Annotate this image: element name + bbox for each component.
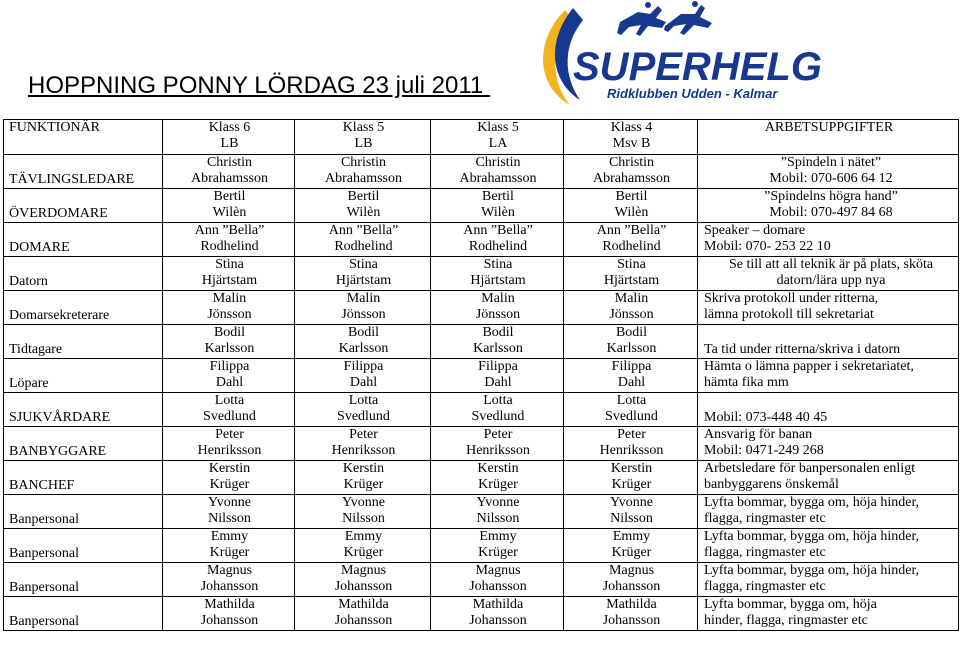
table-row (4, 291, 959, 325)
official-name-cell: Stina Hjärtstam (564, 257, 698, 291)
role-cell: Banpersonal (4, 529, 163, 563)
table-row (4, 495, 959, 529)
official-name-cell: Malin Jönsson (295, 291, 431, 325)
official-name-cell: Bodil Karlsson (431, 325, 564, 359)
official-name-cell: Ann ”Bella” Rodhelind (564, 223, 698, 257)
official-name-cell: Christin Abrahamsson (163, 155, 295, 189)
official-name-cell: Emmy Krüger (564, 529, 698, 563)
task-cell: ”Spindelns högra hand” Mobil: 070-497 84 68 (698, 189, 959, 223)
official-name-cell: Mathilda Johansson (295, 597, 431, 631)
table-row (4, 461, 959, 495)
superhelg-logo (525, 0, 822, 115)
task-cell: Lyfta bommar, bygga om, höja hinder, flagga, ringmaster etc (698, 597, 959, 631)
official-name-cell: Filippa Dahl (564, 359, 698, 393)
table-header-row (4, 120, 959, 155)
horse-riders-icon (617, 1, 712, 36)
role-cell: Banpersonal (4, 563, 163, 597)
table-row (4, 427, 959, 461)
official-name-cell: Peter Henriksson (564, 427, 698, 461)
official-name-cell: Bodil Karlsson (295, 325, 431, 359)
official-name-cell: Ann ”Bella” Rodhelind (295, 223, 431, 257)
task-cell: Skriva protokoll under ritterna, lämna protokoll till sekretariat (698, 291, 959, 325)
task-cell: ”Spindeln i nätet” Mobil: 070-606 64 12 (698, 155, 959, 189)
official-name-cell: Ann ”Bella” Rodhelind (163, 223, 295, 257)
official-name-cell: Kerstin Krüger (163, 461, 295, 495)
header-tasks: ARBETSUPPGIFTER (698, 120, 959, 155)
official-name-cell: Yvonne Nilsson (295, 495, 431, 529)
role-cell: DOMARE (4, 223, 163, 257)
header-class: Klass 5 LB (295, 120, 431, 155)
role-cell: SJUKVÅRDARE (4, 393, 163, 427)
official-name-cell: Mathilda Johansson (163, 597, 295, 631)
role-cell: Banpersonal (4, 597, 163, 631)
table-row (4, 189, 959, 223)
header-class: Klass 5 LA (431, 120, 564, 155)
official-name-cell: Kerstin Krüger (431, 461, 564, 495)
role-cell: Tidtagare (4, 325, 163, 359)
official-name-cell: Bodil Karlsson (564, 325, 698, 359)
official-name-cell: Peter Henriksson (163, 427, 295, 461)
task-cell: Mobil: 073-448 40 45 (698, 393, 959, 427)
official-name-cell: Lotta Svedlund (431, 393, 564, 427)
task-cell: Hämta o lämna papper i sekretariatet, hämta fika mm (698, 359, 959, 393)
table-row (4, 563, 959, 597)
official-name-cell: Kerstin Krüger (295, 461, 431, 495)
official-name-cell: Emmy Krüger (295, 529, 431, 563)
official-name-cell: Emmy Krüger (431, 529, 564, 563)
official-name-cell: Mathilda Johansson (431, 597, 564, 631)
official-name-cell: Bertil Wilèn (163, 189, 295, 223)
role-cell: Domarsekreterare (4, 291, 163, 325)
page-title: HOPPNING PONNY LÖRDAG 23 juli 2011 (28, 72, 490, 99)
table-row (4, 223, 959, 257)
official-name-cell: Bodil Karlsson (163, 325, 295, 359)
table-row (4, 325, 959, 359)
table-row (4, 359, 959, 393)
official-name-cell: Lotta Svedlund (163, 393, 295, 427)
official-name-cell: Magnus Johansson (163, 563, 295, 597)
official-name-cell: Malin Jönsson (564, 291, 698, 325)
header-class: Klass 4 Msv B (564, 120, 698, 155)
task-cell: Ta tid under ritterna/skriva i datorn (698, 325, 959, 359)
table-row (4, 257, 959, 291)
official-name-cell: Yvonne Nilsson (431, 495, 564, 529)
official-name-cell: Emmy Krüger (163, 529, 295, 563)
official-name-cell: Magnus Johansson (295, 563, 431, 597)
task-cell: Lyfta bommar, bygga om, höja hinder, flagga, ringmaster etc (698, 529, 959, 563)
task-cell: Lyfta bommar, bygga om, höja hinder, flagga, ringmaster etc (698, 495, 959, 529)
task-cell: Lyfta bommar, bygga om, höja hinder, flagga, ringmaster etc (698, 563, 959, 597)
official-name-cell: Magnus Johansson (564, 563, 698, 597)
official-name-cell: Peter Henriksson (295, 427, 431, 461)
official-name-cell: Malin Jönsson (431, 291, 564, 325)
table-row (4, 393, 959, 427)
official-name-cell: Mathilda Johansson (564, 597, 698, 631)
official-name-cell: Magnus Johansson (431, 563, 564, 597)
official-name-cell: Bertil Wilèn (431, 189, 564, 223)
official-name-cell: Christin Abrahamsson (295, 155, 431, 189)
table-row (4, 529, 959, 563)
official-name-cell: Stina Hjärtstam (163, 257, 295, 291)
role-cell: Datorn (4, 257, 163, 291)
table-row (4, 597, 959, 631)
header-class: Klass 6 LB (163, 120, 295, 155)
official-name-cell: Christin Abrahamsson (431, 155, 564, 189)
logo-subtitle: Ridklubben Udden - Kalmar (607, 86, 778, 101)
role-cell: TÄVLINGSLEDARE (4, 155, 163, 189)
role-cell: BANBYGGARE (4, 427, 163, 461)
role-cell: Löpare (4, 359, 163, 393)
official-name-cell: Kerstin Krüger (564, 461, 698, 495)
task-cell: Speaker – domare Mobil: 070- 253 22 10 (698, 223, 959, 257)
header-role: FUNKTIONÄR (4, 120, 163, 155)
official-name-cell: Malin Jönsson (163, 291, 295, 325)
official-name-cell: Yvonne Nilsson (163, 495, 295, 529)
official-name-cell: Lotta Svedlund (564, 393, 698, 427)
official-name-cell: Ann ”Bella” Rodhelind (431, 223, 564, 257)
table-row (4, 155, 959, 189)
official-name-cell: Stina Hjärtstam (295, 257, 431, 291)
official-name-cell: Stina Hjärtstam (431, 257, 564, 291)
role-cell: BANCHEF (4, 461, 163, 495)
official-name-cell: Filippa Dahl (295, 359, 431, 393)
official-name-cell: Lotta Svedlund (295, 393, 431, 427)
role-cell: Banpersonal (4, 495, 163, 529)
official-name-cell: Filippa Dahl (431, 359, 564, 393)
official-name-cell: Yvonne Nilsson (564, 495, 698, 529)
official-name-cell: Filippa Dahl (163, 359, 295, 393)
official-name-cell: Peter Henriksson (431, 427, 564, 461)
task-cell: Ansvarig för banan Mobil: 0471-249 268 (698, 427, 959, 461)
officials-table (3, 119, 959, 631)
official-name-cell: Christin Abrahamsson (564, 155, 698, 189)
role-cell: ÖVERDOMARE (4, 189, 163, 223)
official-name-cell: Bertil Wilèn (564, 189, 698, 223)
task-cell: Arbetsledare för banpersonalen enligt banbyggarens önskemål (698, 461, 959, 495)
logo-wordmark: SUPERHELG (573, 45, 822, 89)
official-name-cell: Bertil Wilèn (295, 189, 431, 223)
task-cell: Se till att all teknik är på plats, sköta datorn/lära upp nya (698, 257, 959, 291)
